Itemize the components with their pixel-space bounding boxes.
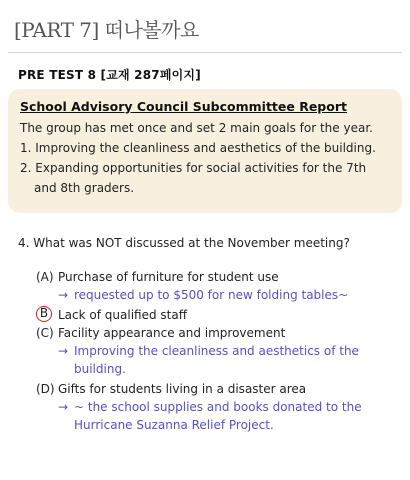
- passage-item-1: 1. Improving the cleanliness and aesthetics of the building.: [20, 141, 376, 155]
- answer-choices: [36, 268, 402, 434]
- passage-title: School Advisory Council Subcommittee Report: [20, 99, 347, 114]
- choice-text: Gifts for students living in a disaster area: [58, 382, 307, 396]
- arrow-icon: →: [58, 400, 69, 414]
- choice-text: Lack of qualified staff: [58, 308, 187, 322]
- choice-letter: (A): [36, 270, 54, 284]
- choice-text: Purchase of furniture for student use: [58, 270, 279, 284]
- passage-item-2: 2. Expanding opportunities for social activities for the 7th and 8th graders.: [20, 161, 367, 195]
- choice-letter-circled: B: [36, 306, 52, 322]
- choice-note: [36, 398, 402, 434]
- choice-note: [36, 286, 402, 304]
- header-divider: [8, 52, 402, 53]
- note-text: Improving the cleanliness and aesthetics of the building.: [74, 344, 359, 376]
- choice-note: [36, 342, 402, 378]
- passage-box: [8, 89, 402, 213]
- note-text: requested up to $500 for new folding tables~: [74, 288, 349, 302]
- choice-text: Facility appearance and improvement: [58, 326, 286, 340]
- test-subtitle: PRE TEST 8 [교재 287페이지]: [18, 68, 201, 82]
- choice-b[interactable]: [36, 306, 402, 324]
- choice-letter: (C): [36, 326, 54, 340]
- note-text: ~ the school supplies and books donated to the Hurricane Suzanna Relief Project.: [74, 400, 362, 432]
- choice-c[interactable]: [36, 324, 402, 378]
- question-text: 4. What was NOT discussed at the November meeting?: [18, 236, 350, 250]
- passage-intro: The group has met once and set 2 main goals for the year.: [20, 121, 373, 135]
- page-title: [PART 7] 떠나볼까요: [14, 18, 199, 42]
- choice-a[interactable]: [36, 268, 402, 304]
- choice-d[interactable]: [36, 380, 402, 434]
- arrow-icon: →: [58, 288, 69, 302]
- arrow-icon: →: [58, 344, 69, 358]
- choice-letter: (D): [36, 382, 55, 396]
